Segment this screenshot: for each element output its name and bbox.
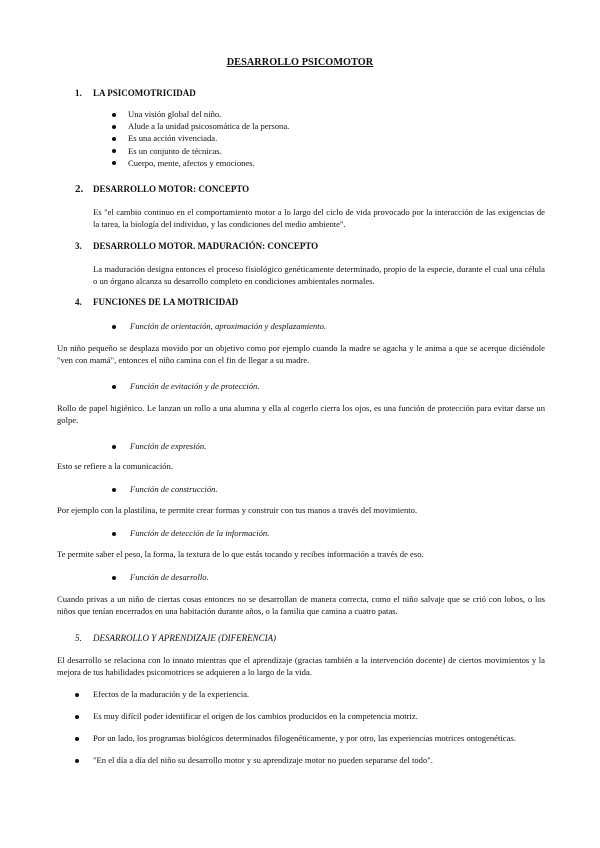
bullet-icon — [75, 759, 79, 763]
section-5-number: 5. — [75, 633, 82, 643]
section-5-heading — [75, 632, 276, 644]
list-item-text: Es muy difícil poder identificar el origen de los cambios producidos en la competencia motriz. — [93, 711, 418, 721]
list-item: Es una acción vivenciada. — [112, 132, 289, 144]
document-title: DESARROLLO PSICOMOTOR — [226, 57, 374, 68]
list-item: Una visión global del niño. — [112, 108, 289, 120]
section-1-number: 1. — [75, 88, 82, 98]
function-label: Función de orientación, aproximación y desplazamiento. — [130, 321, 327, 331]
function-item-5 — [112, 528, 269, 540]
function-4-paragraph: Por ejemplo con la plastilina, te permite crear formas y construir con tus manos a través del movimiento. — [57, 505, 418, 515]
bullet-icon — [112, 445, 116, 449]
list-item — [75, 755, 545, 767]
list-item — [75, 711, 545, 723]
bullet-icon — [75, 693, 79, 697]
bullet-icon — [75, 715, 79, 719]
bullet-icon — [75, 737, 79, 741]
section-2-heading — [75, 182, 249, 197]
list-item: Cuerpo, mente, afectos y emociones. — [112, 157, 289, 169]
bullet-icon — [112, 325, 116, 329]
section-4-title: FUNCIONES DE LA MOTRICIDAD — [93, 297, 239, 307]
bullet-icon — [112, 532, 116, 536]
function-item-4 — [112, 484, 218, 496]
section-5-paragraph: El desarrollo se relaciona con lo innato mientras que el aprendizaje (gracias también a la intervención docente) de ciertos movimientos y la mejora de tus habilidades psicomotrices se adquieren a lo largo de la vida. — [57, 655, 545, 677]
section-1-title: LA PSICOMOTRICIDAD — [93, 88, 196, 98]
list-item-text: Efectos de la maduración y de la experiencia. — [93, 689, 250, 699]
list-item: Es un conjunto de técnicas. — [112, 145, 289, 157]
list-item-text: "En el día a día del niño su desarrollo motor y su aprendizaje motor no pueden separarse del todo". — [93, 755, 433, 765]
function-label: Función de expresión. — [130, 441, 207, 451]
section-3-title: DESARROLLO MOTOR. MADURACIÓN: CONCEPTO — [93, 241, 319, 251]
function-6-paragraph: Cuando privas a un niño de ciertas cosas entonces no se desarrollan de manera correcta, como el niño salvaje que se crió con lobos, o los niños que tenían encerrados en una habitación durante años, o la familia que camina a cuatro patas. — [57, 594, 545, 616]
section-1-heading — [75, 87, 196, 99]
function-label: Función de desarrollo. — [130, 572, 209, 582]
list-item — [75, 733, 545, 745]
list-item-text: Por un lado, los programas biológicos determinados filogenéticamente, y por otro, las experiencias motrices ontogenéticas. — [93, 733, 516, 743]
function-item-6 — [112, 572, 209, 584]
section-2-title: DESARROLLO MOTOR: CONCEPTO — [93, 184, 250, 194]
section-4-number: 4. — [75, 297, 82, 307]
list-item: Alude a la unidad psicosomática de la persona. — [112, 120, 289, 132]
section-5-title: DESARROLLO Y APRENDIZAJE (DIFERENCIA) — [93, 633, 277, 643]
function-item-1 — [112, 321, 326, 333]
section-3-paragraph: La maduración designa entonces el proceso fisiológico genéticamente determinado, propio de la especie, durante el cual una célula o un órgano alcanza su desarrollo completo en condiciones ambientales normales. — [93, 264, 545, 286]
bullet-icon — [112, 576, 116, 580]
section-2-paragraph: Es "el cambio continuo en el comportamiento motor a lo largo del ciclo de vida provocado por la interacción de las exigencias de la tarea, la biología del individuo, y las condiciones del medio ambiente". — [93, 207, 545, 229]
function-1-paragraph: Un niño pequeño se desplaza movido por un objetivo como por ejemplo cuando la madre se agacha y le anima a que se acerque diciéndole "ven con mamá", entonces el niño camina con el fin de llegar a su madre. — [57, 343, 545, 365]
function-label: Función de construcción. — [130, 484, 218, 494]
function-3-paragraph: Esto se refiere a la comunicación. — [57, 461, 173, 471]
function-item-2 — [112, 381, 260, 393]
section-2-number: 2. — [75, 183, 84, 195]
function-5-paragraph: Te permite saber el peso, la forma, la textura de lo que estás tocando y recibes información a través de eso. — [57, 549, 424, 559]
section-4-heading — [75, 296, 238, 308]
section-3-number: 3. — [75, 241, 82, 251]
function-label: Función de evitación y de protección. — [130, 381, 260, 391]
section-1-list — [112, 108, 289, 169]
section-3-heading — [75, 240, 318, 252]
function-2-paragraph: Rollo de papel higiénico. Le lanzan un rollo a una alumna y ella al cogerlo cierra los ojos, es una función de protección para evitar darse un golpe. — [57, 403, 545, 425]
function-item-3 — [112, 441, 206, 453]
bullet-icon — [112, 488, 116, 492]
list-item — [75, 689, 545, 701]
function-label: Función de detección de la información. — [130, 528, 270, 538]
bullet-icon — [112, 385, 116, 389]
